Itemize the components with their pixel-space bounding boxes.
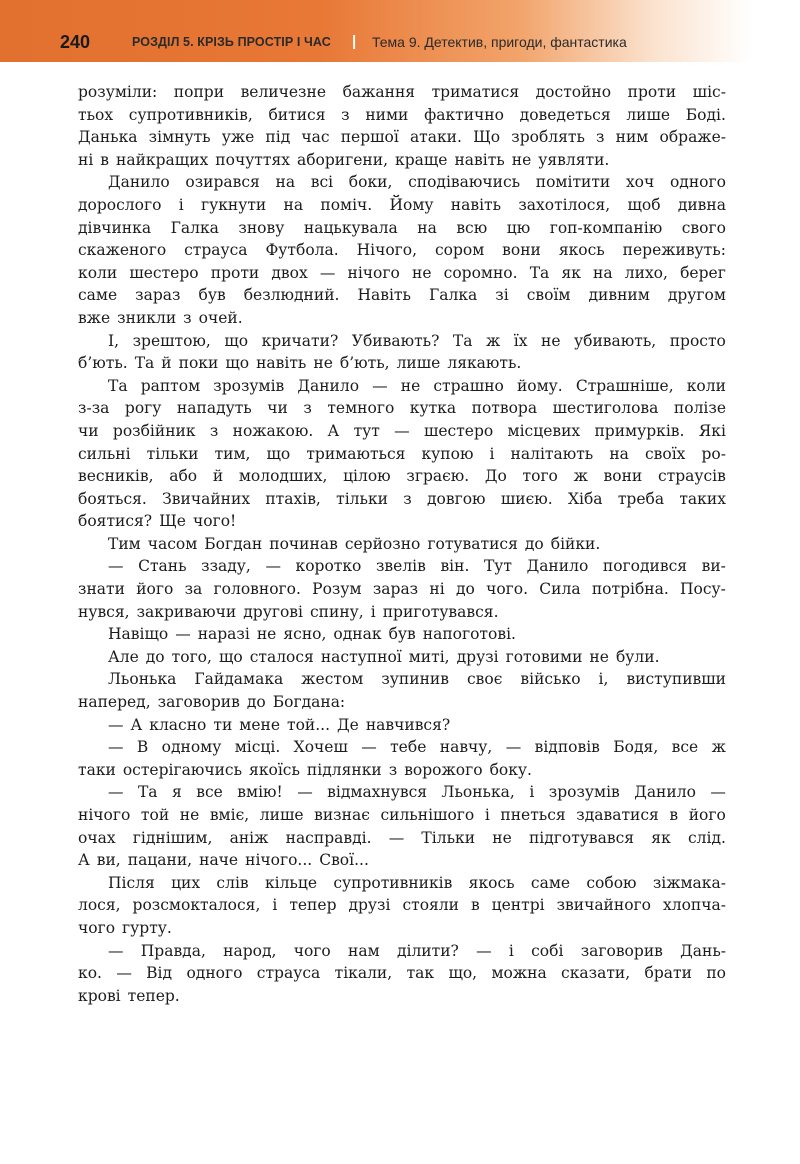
text-line: І, зрештою, що кричати? Убивають? Та ж їх не убивають, просто bbox=[108, 331, 726, 350]
text-line: Льонька Гайдамака жестом зупинив своє військо і, виступивши bbox=[108, 670, 726, 689]
section-title: РОЗДІЛ 5. КРІЗЬ ПРОСТІР І ЧАС bbox=[132, 35, 331, 49]
paragraph bbox=[78, 171, 726, 329]
text-line: розуміли: попри величезне бажання триматися достойно проти шіс- bbox=[78, 83, 726, 101]
text-line: — Стань ззаду, — коротко звелів він. Тут Данило погодився ви- bbox=[108, 557, 726, 576]
paragraph bbox=[78, 714, 726, 737]
text-line: — В одному місці. Хочеш — тебе навчу, — відповів Бодя, все ж bbox=[108, 738, 726, 757]
paragraph bbox=[78, 668, 726, 713]
text-line: весників, або й молодших, цілою зграєю. До того ж вони страусів bbox=[78, 467, 726, 486]
text-line: вже зникли з очей. bbox=[78, 308, 243, 327]
page-header bbox=[0, 0, 800, 62]
text-line: крові тепер. bbox=[78, 986, 180, 1005]
text-line: боятися? Ще чого! bbox=[78, 512, 237, 531]
text-line: Тим часом Богдан починав серйозно готуватися до бійки. bbox=[108, 534, 601, 553]
text-line: Після цих слів кільце супротивників якось саме собою зіжмака- bbox=[108, 873, 726, 892]
text-line: дівчинка Галка знову нацькувала на всю цю гоп-компанію свого bbox=[78, 218, 726, 237]
text-line: Данило озирався на всі боки, сподіваючись помітити хоч одного bbox=[108, 173, 726, 192]
text-line: ко. — Від одного страуса тікали, так що, можна сказати, брати по bbox=[78, 964, 726, 983]
paragraph bbox=[78, 533, 726, 556]
text-line: — Правда, народ, чого нам ділити? — і собі заговорив Дань- bbox=[108, 941, 726, 960]
text-line: ні в найкращих почуттях аборигени, краще навіть не уявляти. bbox=[78, 150, 610, 169]
text-line: Але до того, що сталося наступної миті, друзі готовими не були. bbox=[108, 647, 660, 666]
text-line: — Та я все вмію! — відмахнувся Льонька, і зрозумів Данило — bbox=[108, 783, 726, 802]
text-line: таки остерігаючись якоїсь підлянки з ворожого боку. bbox=[78, 760, 532, 779]
paragraph bbox=[78, 623, 726, 646]
paragraph bbox=[78, 555, 726, 623]
text-line: дорослого і гукнути на поміч. Йому навіть захотілося, щоб дивна bbox=[78, 195, 726, 214]
paragraph bbox=[78, 646, 726, 669]
topic-title: Тема 9. Детектив, пригоди, фантастика bbox=[372, 34, 627, 50]
text-line: чого гурту. bbox=[78, 918, 172, 937]
text-line: лося, розсмокталося, і тепер друзі стояли в центрі звичайного хлопча- bbox=[78, 896, 726, 915]
paragraph bbox=[78, 872, 726, 940]
text-line: саме зараз був безлюдний. Навіть Галка зі своїм дивним другом bbox=[78, 286, 726, 305]
paragraph bbox=[78, 81, 726, 171]
text-line: Данька зімнуть уже під час першої атаки. Що зроблять з ним ображе- bbox=[78, 128, 726, 147]
text-line: б’ють. Та й поки що навіть не б’ють, лише лякають. bbox=[78, 354, 522, 373]
text-line: бояться. Звичайних птахів, тільки з довгою шиєю. Хіба треба таких bbox=[78, 489, 726, 508]
paragraph bbox=[78, 940, 726, 1008]
text-line: знати його за головного. Розум зараз ні до чого. Сила потрібна. Посу- bbox=[78, 580, 726, 599]
body-text bbox=[78, 81, 726, 1007]
text-line: тьох супротивників, битися з ними фактично доведеться лише Боді. bbox=[78, 105, 726, 124]
text-line: наперед, заговорив до Богдана: bbox=[78, 693, 346, 712]
text-line: сильні тільки тим, що тримаються купою і налітають на своїх ро- bbox=[78, 444, 726, 463]
text-line: коли шестеро проти двох — нічого не соромно. Та як на лихо, берег bbox=[78, 263, 726, 282]
text-line: нічого той не вміє, лише визнає сильнішого і пнеться здаватися в його bbox=[78, 806, 726, 824]
text-line: А ви, пацани, наче нічого... Свої... bbox=[78, 851, 369, 870]
text-line: — А класно ти мене той... Де навчився? bbox=[108, 715, 451, 734]
text-line: очах гіднішим, аніж насправді. — Тільки не підготувався як слід. bbox=[78, 828, 726, 847]
text-line: з-за рогу нападуть чи з темного кутка потвора шестиголова полізе bbox=[78, 399, 726, 418]
header-divider: | bbox=[352, 33, 357, 50]
paragraph bbox=[78, 330, 726, 375]
page-number: 240 bbox=[60, 32, 91, 52]
text-line: скаженого страуса Футбола. Нічого, сором вони якось переживуть: bbox=[78, 241, 726, 260]
text-line: Та раптом зрозумів Данило — не страшно йому. Страшніше, коли bbox=[108, 376, 726, 395]
paragraph bbox=[78, 781, 726, 871]
paragraph bbox=[78, 736, 726, 781]
text-line: нувся, закриваючи другові спину, і приготувався. bbox=[78, 602, 499, 621]
text-line: Навіщо — наразі не ясно, однак був напоготові. bbox=[108, 625, 516, 644]
text-line: чи розбійник з ножакою. А тут — шестеро місцевих примурків. Які bbox=[78, 421, 726, 440]
paragraph bbox=[78, 375, 726, 533]
